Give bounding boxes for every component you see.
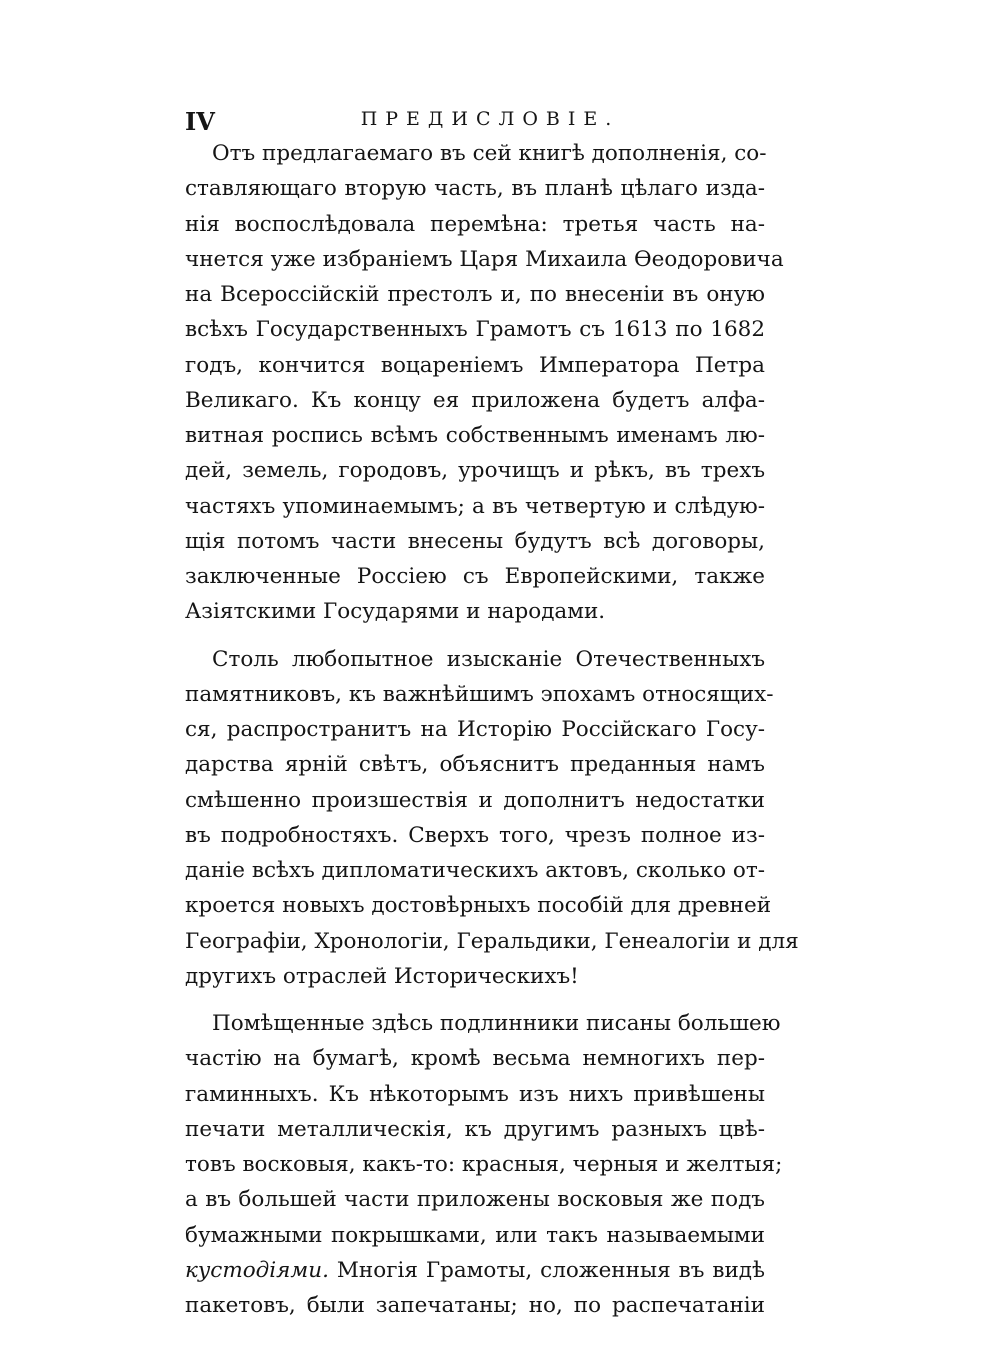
text-line: Географіи, Хронологіи, Геральдики, Генеалогіи и для — [185, 928, 799, 954]
text-line: Отъ предлагаемаго въ сей книгѣ дополненія, со- — [212, 141, 767, 166]
text-line: въ подробностяхъ. Сверхъ того, чрезъ полное из- — [185, 822, 765, 848]
paragraph-3 — [185, 1006, 783, 1323]
paragraph-2 — [185, 642, 799, 995]
text-line: частяхъ упоминаемымъ; а въ четвертую и слѣдую- — [185, 493, 765, 519]
text-line: частію на бумагѣ, кромѣ весьма немногихъ пер- — [185, 1046, 765, 1072]
body-text — [185, 136, 799, 1323]
text-line: щія потомъ части внесены будутъ всѣ договоры, — [185, 528, 765, 554]
text-line: Помѣщенные здѣсь подлинники писаны большею — [212, 1011, 781, 1036]
text-line: пакетовъ, были запечатаны; но, по распечатаніи — [185, 1293, 765, 1318]
text-line: а въ большей части приложены восковыя же подъ — [185, 1187, 765, 1213]
text-line: памятниковъ, къ важнѣйшимъ эпохамъ относящих- — [185, 681, 774, 707]
text-line: чнется уже избраніемъ Царя Михаила Ѳеодоровича — [185, 246, 784, 272]
text-line-with-italic — [185, 1253, 765, 1288]
paragraph-gap — [185, 630, 765, 642]
line-remainder: Многія Грамоты, сложенныя въ видѣ — [328, 1257, 765, 1283]
paragraph-gap — [185, 994, 765, 1006]
text-line: всѣхъ Государственныхъ Грамотъ съ 1613 по 1682 — [185, 317, 765, 343]
text-line: ставляющаго вторую часть, въ планѣ цѣлаго изда- — [185, 176, 765, 202]
text-line: товъ восковыя, какъ-то: красныя, черныя и желтыя; — [185, 1152, 783, 1177]
text-line: нія воспослѣдовала перемѣна: третья часть на- — [185, 211, 765, 237]
text-line: Столь любопытное изысканіе Отечественныхъ — [212, 646, 765, 672]
text-line: дей, земель, городовъ, урочищъ и рѣкъ, въ трехъ — [185, 458, 765, 484]
text-line: на Всероссійскій престолъ и, по внесеніи въ оную — [185, 282, 765, 307]
page-number: IV — [185, 107, 215, 136]
text-line: гаминныхъ. Къ нѣкоторымъ изъ нихъ привѣшены — [185, 1081, 765, 1107]
text-line: печати металлическія, къ другимъ разныхъ цвѣ- — [185, 1116, 765, 1142]
italic-term: кустодіями. — [185, 1257, 329, 1283]
text-line: годъ, кончится воцареніемъ Императора Петра — [185, 352, 765, 378]
text-line: дарства ярній свѣтъ, объяснитъ преданныя намъ — [185, 752, 765, 778]
paragraph-1 — [185, 136, 784, 630]
text-line: Азіятскими Государями и народами. — [185, 599, 606, 625]
text-line: заключенные Россіею съ Европейскими, также — [185, 564, 765, 589]
running-title: ПРЕДИСЛОВІЕ. — [360, 108, 620, 130]
text-line: ся, распространитъ на Исторію Россійскаго Госу- — [185, 717, 765, 742]
page-header — [185, 107, 765, 137]
text-line: кроется новыхъ достовѣрныхъ пособій для древней — [185, 893, 772, 919]
text-line: бумажными покрышками, или такъ называемыми — [185, 1222, 765, 1248]
text-line: витная роспись всѣмъ собственнымъ именамъ лю- — [185, 423, 765, 448]
text-line: Великаго. Къ концу ея приложена будетъ алфа- — [185, 387, 765, 413]
text-line: другихъ отраслей Историческихъ! — [185, 963, 579, 989]
text-line: даніе всѣхъ дипломатическихъ актовъ, сколько от- — [185, 858, 765, 883]
text-line: смѣшенно произшествія и дополнитъ недостатки — [185, 787, 765, 813]
